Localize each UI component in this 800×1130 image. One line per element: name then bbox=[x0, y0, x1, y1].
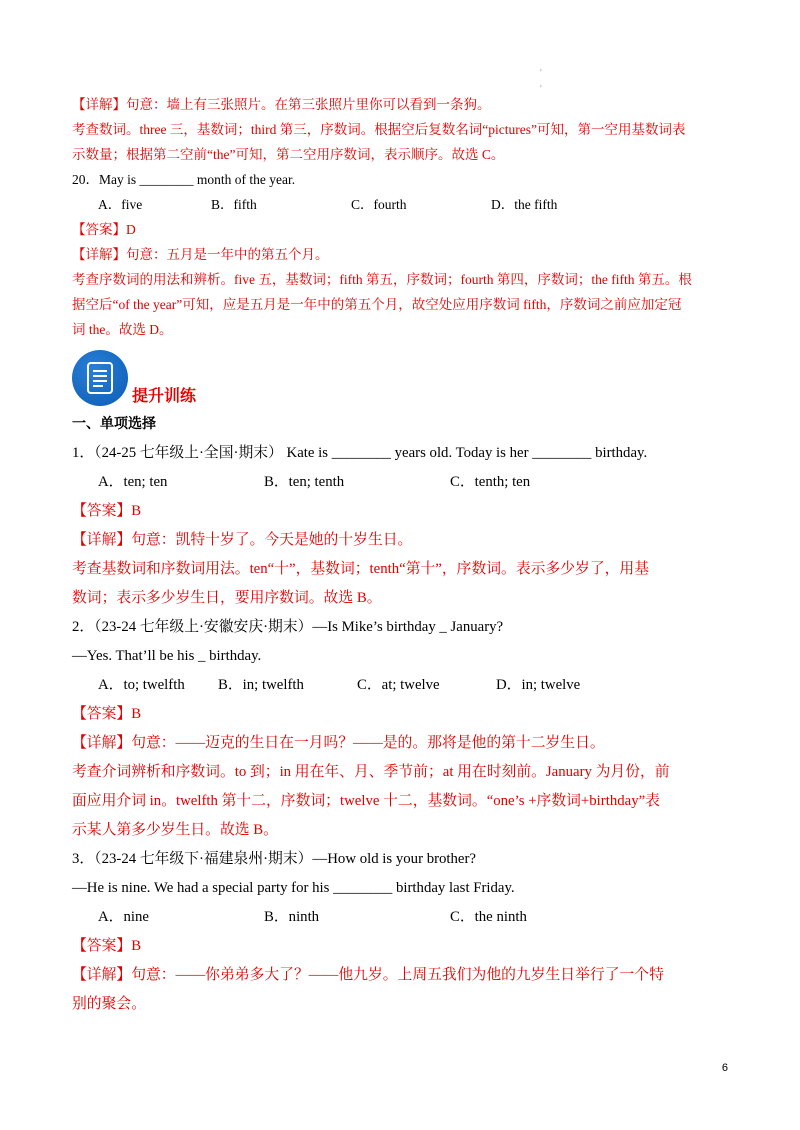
question-stem: 3．（23-24 七年级下·福建泉州·期末）—How old is your brother? bbox=[72, 851, 476, 867]
detail-line-2: 别的聚会。 bbox=[72, 996, 146, 1012]
option-a[interactable]: A．five bbox=[98, 197, 143, 212]
question-stem-line2: —Yes. That’ll be his _ birthday. bbox=[72, 648, 262, 664]
answer-line: 【答案】D bbox=[72, 222, 136, 237]
section-title: 提升训练 bbox=[132, 386, 197, 405]
options-row bbox=[72, 192, 732, 217]
document-icon bbox=[72, 350, 128, 406]
detail-line: 【详解】句意：凯特十岁了。今天是她的十岁生日。 bbox=[72, 532, 413, 548]
explain-line: 考查基数词和序数词用法。ten“十”，基数词；tenth“第十”，序数词。表示多少岁了，用基 bbox=[72, 561, 650, 577]
option-b[interactable]: B．in; twelfth bbox=[218, 677, 304, 693]
option-a[interactable]: A．nine bbox=[98, 909, 149, 925]
explain-line: 面应用介词 in。twelfth 第十二，序数词；twelve 十二，基数词。“one’s +序数词+birthday”表 bbox=[72, 793, 660, 809]
question-stem: 2．（23-24 七年级上·安徽安庆·期末）—Is Mike’s birthday _ January? bbox=[72, 619, 504, 635]
option-c[interactable]: C．at; twelve bbox=[357, 677, 440, 693]
option-a[interactable]: A．to; twelfth bbox=[98, 677, 185, 693]
question-stem: 20．May is ________ month of the year. bbox=[72, 172, 296, 187]
explain-line: 示数量；根据第二空前“the”可知，第二空用序数词，表示顺序。故选 C。 bbox=[72, 147, 505, 162]
section-heading: 一、单项选择 bbox=[72, 416, 156, 432]
page-content bbox=[72, 92, 732, 1019]
answer-line: 【答案】B bbox=[72, 503, 142, 519]
option-c[interactable]: C．the ninth bbox=[450, 909, 527, 925]
answer-line: 【答案】B bbox=[72, 706, 142, 722]
detail-line: 【详解】句意：——你弟弟多大了？——他九岁。上周五我们为他的九岁生日举行了一个特 bbox=[72, 967, 664, 983]
question-stem-line2: —He is nine. We had a special party for his ________ birthday last Friday. bbox=[72, 880, 515, 896]
top-marks: ' ' bbox=[540, 68, 542, 95]
section-header bbox=[72, 344, 732, 406]
option-c[interactable]: C．fourth bbox=[351, 197, 407, 212]
option-b[interactable]: B．ten; tenth bbox=[264, 474, 345, 490]
option-c[interactable]: C．tenth; ten bbox=[450, 474, 531, 490]
option-d[interactable]: D．in; twelve bbox=[496, 677, 581, 693]
option-d[interactable]: D．the fifth bbox=[491, 197, 558, 212]
question-stem: 1．（24-25 七年级上·全国·期末） Kate is ________ years old. Today is her ________ birthday. bbox=[72, 445, 648, 461]
options-row bbox=[72, 468, 732, 497]
detail-line: 【详解】句意：墙上有三张照片。在第三张照片里你可以看到一条狗。 bbox=[72, 97, 491, 112]
options-row bbox=[72, 671, 732, 700]
option-a[interactable]: A．ten; ten bbox=[98, 474, 168, 490]
option-b[interactable]: B．fifth bbox=[211, 197, 257, 212]
answer-line: 【答案】B bbox=[72, 938, 142, 954]
explain-line: 数词；表示多少岁生日，要用序数词。故选 B。 bbox=[72, 590, 382, 606]
explain-line: 考查序数词的用法和辨析。five 五，基数词；fifth 第五，序数词；fourth 第四，序数词；the fifth 第五。根 bbox=[72, 272, 692, 287]
explain-line: 考查数词。three 三，基数词；third 第三，序数词。根据空后复数名词“pictures”可知，第一空用基数词表 bbox=[72, 122, 686, 137]
detail-line: 【详解】句意：——迈克的生日在一月吗？——是的。那将是他的第十二岁生日。 bbox=[72, 735, 605, 751]
explain-line: 考查介词辨析和序数词。to 到；in 用在年、月、季节前；at 用在时刻前。January 为月份，前 bbox=[72, 764, 670, 780]
explain-line: 据空后“of the year”可知，应是五月是一年中的第五个月，故空处应用序数词 fifth，序数词之前应加定冠 bbox=[72, 297, 682, 312]
options-row bbox=[72, 903, 732, 932]
page-number: 6 bbox=[721, 1062, 728, 1074]
explain-line: 词 the。故选 D。 bbox=[72, 322, 173, 337]
option-b[interactable]: B．ninth bbox=[264, 909, 320, 925]
detail-line: 【详解】句意：五月是一年中的第五个月。 bbox=[72, 247, 329, 262]
explain-line: 示某人第多少岁生日。故选 B。 bbox=[72, 822, 278, 838]
